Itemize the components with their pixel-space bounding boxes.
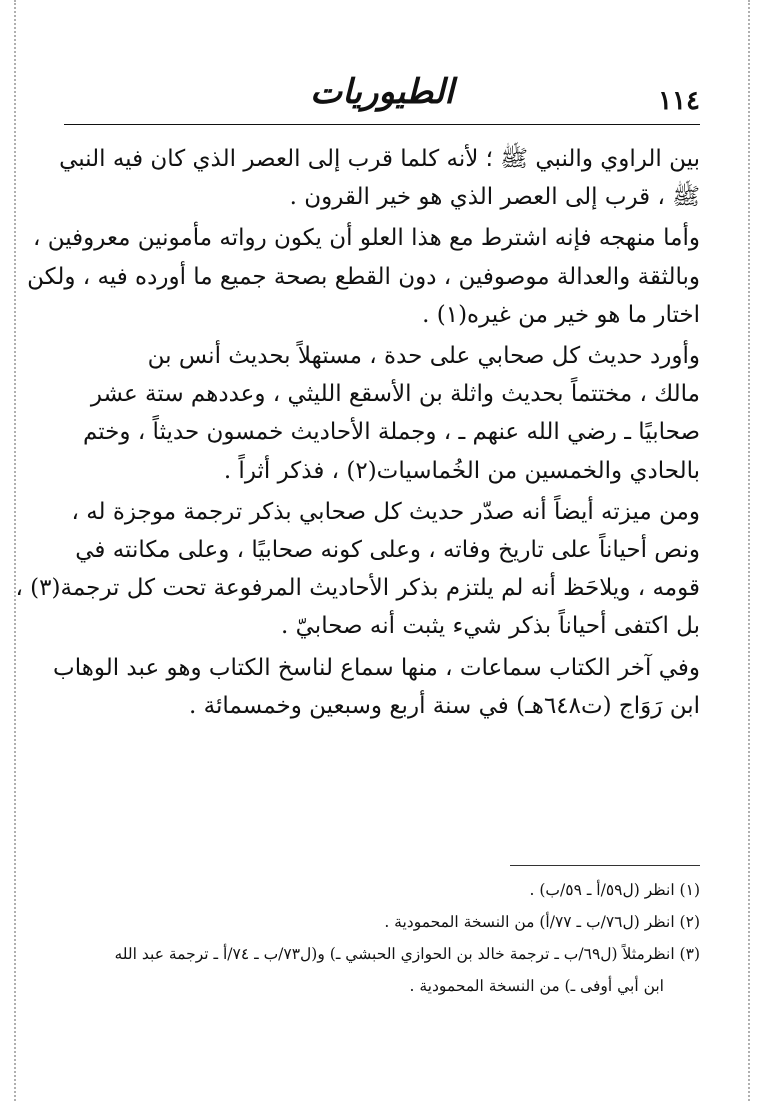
page-number: ١١٤ [658, 86, 700, 116]
text-line: وأما منهجه فإنه اشترط مع هذا العلو أن يكون رواته مأمونين معروفين ، [33, 225, 700, 252]
text-line: ومن ميزته أيضاً أنه صدّر حديث كل صحابي بذكر ترجمة موجزة له ، [71, 498, 700, 525]
text-line: وفي آخر الكتاب سماعات ، منها سماع لناسخ الكتاب وهو عبد الوهاب [53, 654, 700, 681]
page-header [64, 72, 700, 120]
text-line: اختار ما هو خير من غيره(١) . [422, 301, 700, 328]
text-line: بل اكتفى أحياناً بذكر شيء يثبت أنه صحابيّ . [281, 613, 700, 640]
text-line: مالك ، مختتماً بحديث واثلة بن الأسقع الليثي ، وعددهم ستة عشر [90, 381, 700, 408]
text-line: ﷺ ، قرب إلى العصر الذي هو خير القرون . [289, 184, 700, 211]
footnote-3: (٣) انظرمثلاً (ل٦٩/ب ـ ترجمة خالد بن الحوازي الحبشي ـ) و(ل٧٣/ب ـ ٧٤/أ ـ ترجمة عبد الله [114, 945, 700, 963]
text-line: ابن رَوَاج (ت٦٤٨هـ) في سنة أربع وسبعين وخمسمائة . [189, 692, 700, 719]
footnote-separator [510, 865, 700, 866]
text-line: صحابيًا ـ رضي الله عنهم ـ ، وجملة الأحاديث خمسون حديثاً ، وختم [82, 419, 700, 446]
header-rule [64, 124, 700, 125]
text-line: بالحادي والخمسين من الخُماسيات(٢) ، فذكر أثراً . [223, 457, 700, 484]
footnotes [64, 874, 700, 1002]
right-margin-dots [748, 0, 750, 1101]
footnote-3-continuation: ابن أبي أوفى ـ) من النسخة المحمودية . [409, 977, 664, 995]
footnote-2: (٢) انظر (ل٧٦/ب ـ ٧٧/أ) من النسخة المحمودية . [384, 913, 700, 931]
left-margin-dots [14, 0, 16, 1101]
text-line: ونص أحياناً على تاريخ وفاته ، وعلى كونه صحابيًا ، وعلى مكانته في [75, 537, 700, 564]
text-line: وبالثقة والعدالة موصوفين ، دون القطع بصحة جميع ما أورده فيه ، ولكن [27, 263, 700, 290]
text-line: قومه ، ويلاحَظ أنه لم يلتزم بذكر الأحاديث المرفوعة تحت كل ترجمة(٣) ، [15, 575, 700, 602]
text-line: بين الراوي والنبي ﷺ ؛ لأنه كلما قرب إلى العصر الذي كان فيه النبي [59, 146, 700, 172]
footnote-1: (١) انظر (ل٥٩/أ ـ ٥٩/ب) . [529, 881, 700, 899]
text-line: وأورد حديث كل صحابي على حدة ، مستهلاً بحديث أنس بن [147, 343, 700, 370]
main-text [15, 140, 700, 725]
running-title: الطيوريات [310, 72, 454, 112]
